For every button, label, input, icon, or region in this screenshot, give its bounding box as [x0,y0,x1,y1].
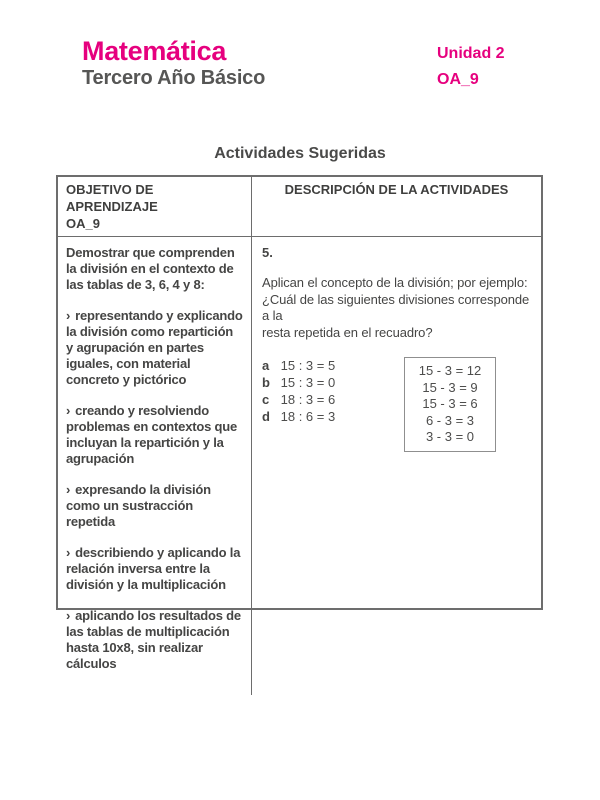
header-grade: Tercero Año Básico [82,67,266,89]
option-row [262,391,335,408]
bullet-marker: › [66,545,71,560]
description-column-header: DESCRIPCIÓN DE LA ACTIVIDADES [252,177,541,237]
option-expression: 18 : 6 = 3 [280,409,336,424]
page-title: Actividades Sugeridas [214,145,386,162]
header-subject: Matemática [82,36,227,66]
option-expression: 15 : 3 = 5 [280,358,336,373]
subtraction-line: 15 - 3 = 6 [422,396,478,411]
subtraction-line: 3 - 3 = 0 [425,429,475,444]
objective-column-header-line1: OBJETIVO DE APRENDIZAJE [66,182,158,214]
objective-cell [58,237,252,695]
division-options-list [262,357,335,425]
bullet-text: aplicando los resultados de las tablas de multiplicación hasta 10x8, sin realizar cálculos [66,608,241,671]
header-oa: OA_9 [437,71,479,88]
objective-bullet-item [66,608,243,672]
header-unit: Unidad 2 [437,45,505,62]
objective-intro: Demostrar que comprenden la división en el contexto de las tablas de 3, 6, 4 y 8: [66,245,235,292]
subtraction-line: 15 - 3 = 12 [418,363,482,378]
bullet-marker: › [66,308,71,323]
activity-description-line: Aplican el concepto de la división; por ejemplo: [262,275,528,290]
objective-bullet-item [66,545,243,593]
activities-table [56,175,543,671]
subtraction-line: 6 - 3 = 3 [425,412,475,428]
subtraction-box [404,357,496,452]
option-expression: 18 : 3 = 6 [280,392,336,407]
option-row [262,408,335,425]
activity-description [262,275,537,341]
subtraction-line: 15 - 3 = 9 [422,379,478,395]
option-letter: c [262,392,270,407]
objective-column-header-line2: OA_9 [66,216,100,231]
activity-description-line: resta repetida en el recuadro? [262,324,433,340]
bullet-marker: › [66,482,71,497]
bullet-marker: › [66,608,71,623]
bullet-text: describiendo y aplicando la relación inversa entre la división y la multiplicación [66,545,241,592]
objective-bullet-item [66,403,243,467]
bullet-text: creando y resolviendo problemas en contextos que incluyan la repartición y la agrupación [66,403,238,466]
option-letter: b [262,375,270,390]
objective-bullet-item [66,482,243,530]
bullet-text: representando y explicando la división como repartición y agrupación en partes iguales, con material concreto y pictórico [66,308,243,387]
option-letter: a [262,358,270,373]
option-letter: d [262,409,270,424]
activity-cell [252,237,541,695]
activity-number: 5. [262,245,273,260]
activity-content-row [262,357,537,452]
option-row [262,374,335,391]
bullet-text: expresando la división como un sustracción repetida [66,482,211,529]
objective-bullet-item [66,308,243,388]
option-expression: 15 : 3 = 0 [280,375,336,390]
activity-description-line: ¿Cuál de las siguientes divisiones corresponde a la [262,291,530,323]
bullet-marker: › [66,403,71,418]
objective-column-header [58,177,252,237]
option-row [262,357,335,374]
